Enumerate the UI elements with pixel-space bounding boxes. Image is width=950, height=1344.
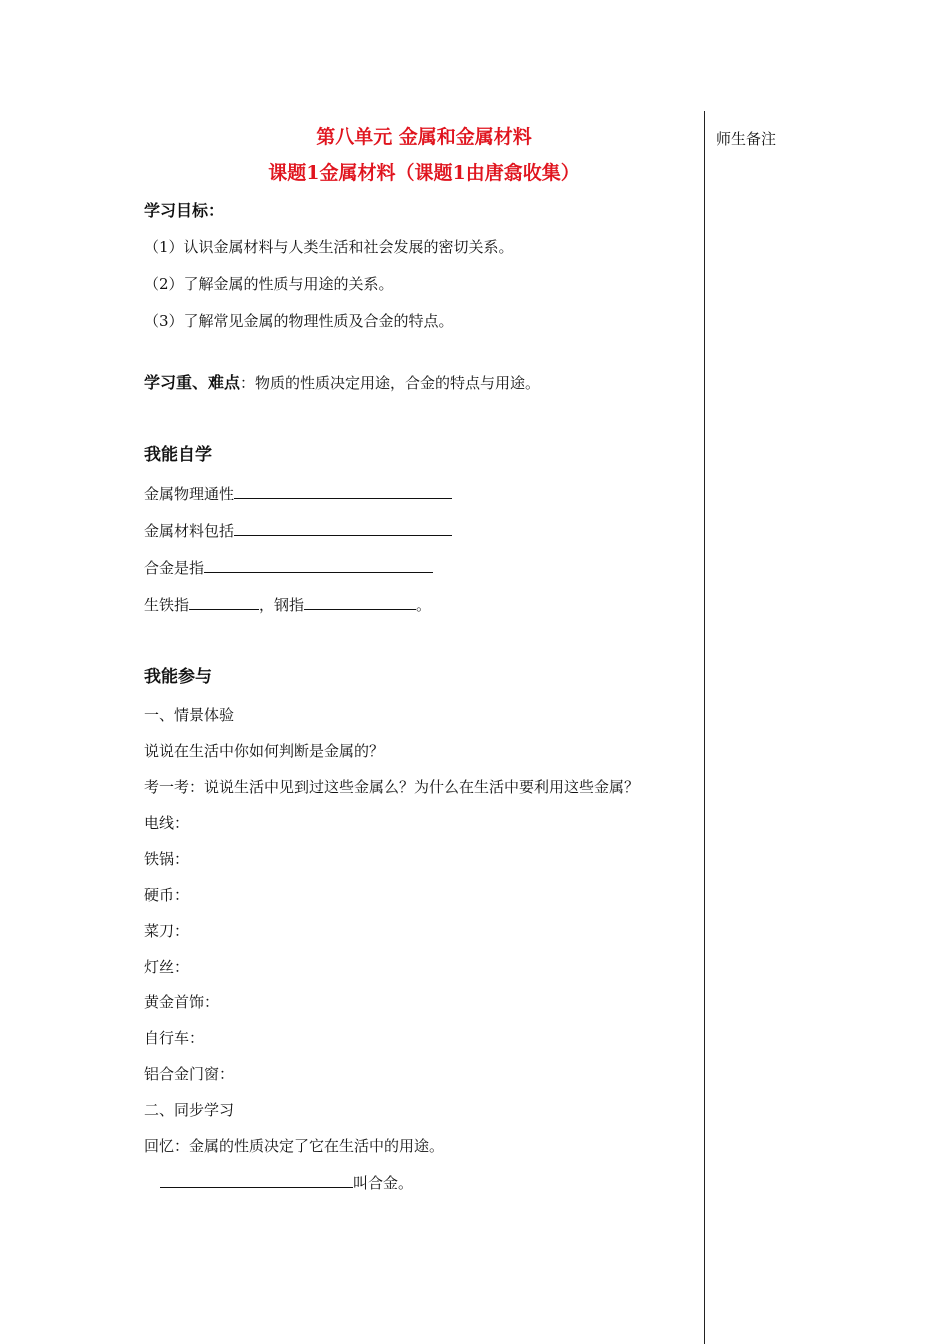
- self-study-heading: 我能自学: [144, 445, 212, 465]
- question-text: 叫合金。: [353, 1174, 414, 1192]
- question-text: ，钢指: [259, 596, 305, 614]
- question-text: 。: [416, 596, 432, 614]
- key-points-text: ：物质的性质决定用途，合金的特点与用途。: [240, 374, 541, 392]
- column-divider: [704, 111, 705, 1344]
- metal-use-item: 自行车：: [144, 1029, 205, 1047]
- answer-blank[interactable]: [234, 482, 452, 499]
- key-points: [144, 372, 540, 394]
- lesson-title: 课题1金属材料（课题1由唐翕收集）: [268, 162, 580, 184]
- answer-blank[interactable]: [204, 556, 433, 573]
- self-study-question: [144, 519, 452, 542]
- quiz-prompt: 考一考：说说生活中见到过这些金属么？为什么在生活中要利用这些金属？: [144, 778, 640, 796]
- question-text: 合金是指: [144, 559, 205, 577]
- self-study-question: [144, 556, 433, 579]
- participate-heading: 我能参与: [144, 667, 212, 687]
- question-text: 生铁指: [144, 596, 190, 614]
- objective-item: （1）认识金属材料与人类生活和社会发展的密切关系。: [144, 238, 514, 256]
- metal-use-item: 黄金首饰：: [144, 993, 220, 1011]
- alloy-definition: [160, 1171, 413, 1194]
- self-study-question: [144, 593, 431, 616]
- answer-blank[interactable]: [234, 519, 452, 536]
- metal-use-item: 菜刀：: [144, 922, 190, 940]
- metal-use-item: 电线：: [144, 814, 190, 832]
- metal-use-item: 铝合金门窗：: [144, 1065, 235, 1083]
- key-points-label: 学习重、难点: [144, 373, 241, 392]
- metal-use-item: 灯丝：: [144, 958, 190, 976]
- objectives-heading: 学习目标：: [144, 201, 225, 220]
- section-heading: 二、同步学习: [144, 1101, 235, 1119]
- metal-use-item: 铁锅：: [144, 850, 190, 868]
- answer-blank[interactable]: [160, 1171, 353, 1188]
- answer-blank[interactable]: [189, 593, 259, 610]
- objective-item: （2）了解金属的性质与用途的关系。: [144, 275, 394, 293]
- section-heading: 一、情景体验: [144, 706, 235, 724]
- answer-blank[interactable]: [304, 593, 416, 610]
- objective-item: （3）了解常见金属的物理性质及合金的特点。: [144, 312, 454, 330]
- metal-use-item: 硬币：: [144, 886, 190, 904]
- teacher-student-notes-label: 师生备注: [716, 130, 777, 148]
- recall-text: 回忆：金属的性质决定了它在生活中的用途。: [144, 1137, 445, 1155]
- self-study-question: [144, 482, 452, 505]
- discussion-question: 说说在生活中你如何判断是金属的？: [144, 742, 385, 760]
- unit-title: 第八单元 金属和金属材料: [316, 126, 532, 148]
- question-text: 金属物理通性: [144, 485, 235, 503]
- question-text: 金属材料包括: [144, 522, 235, 540]
